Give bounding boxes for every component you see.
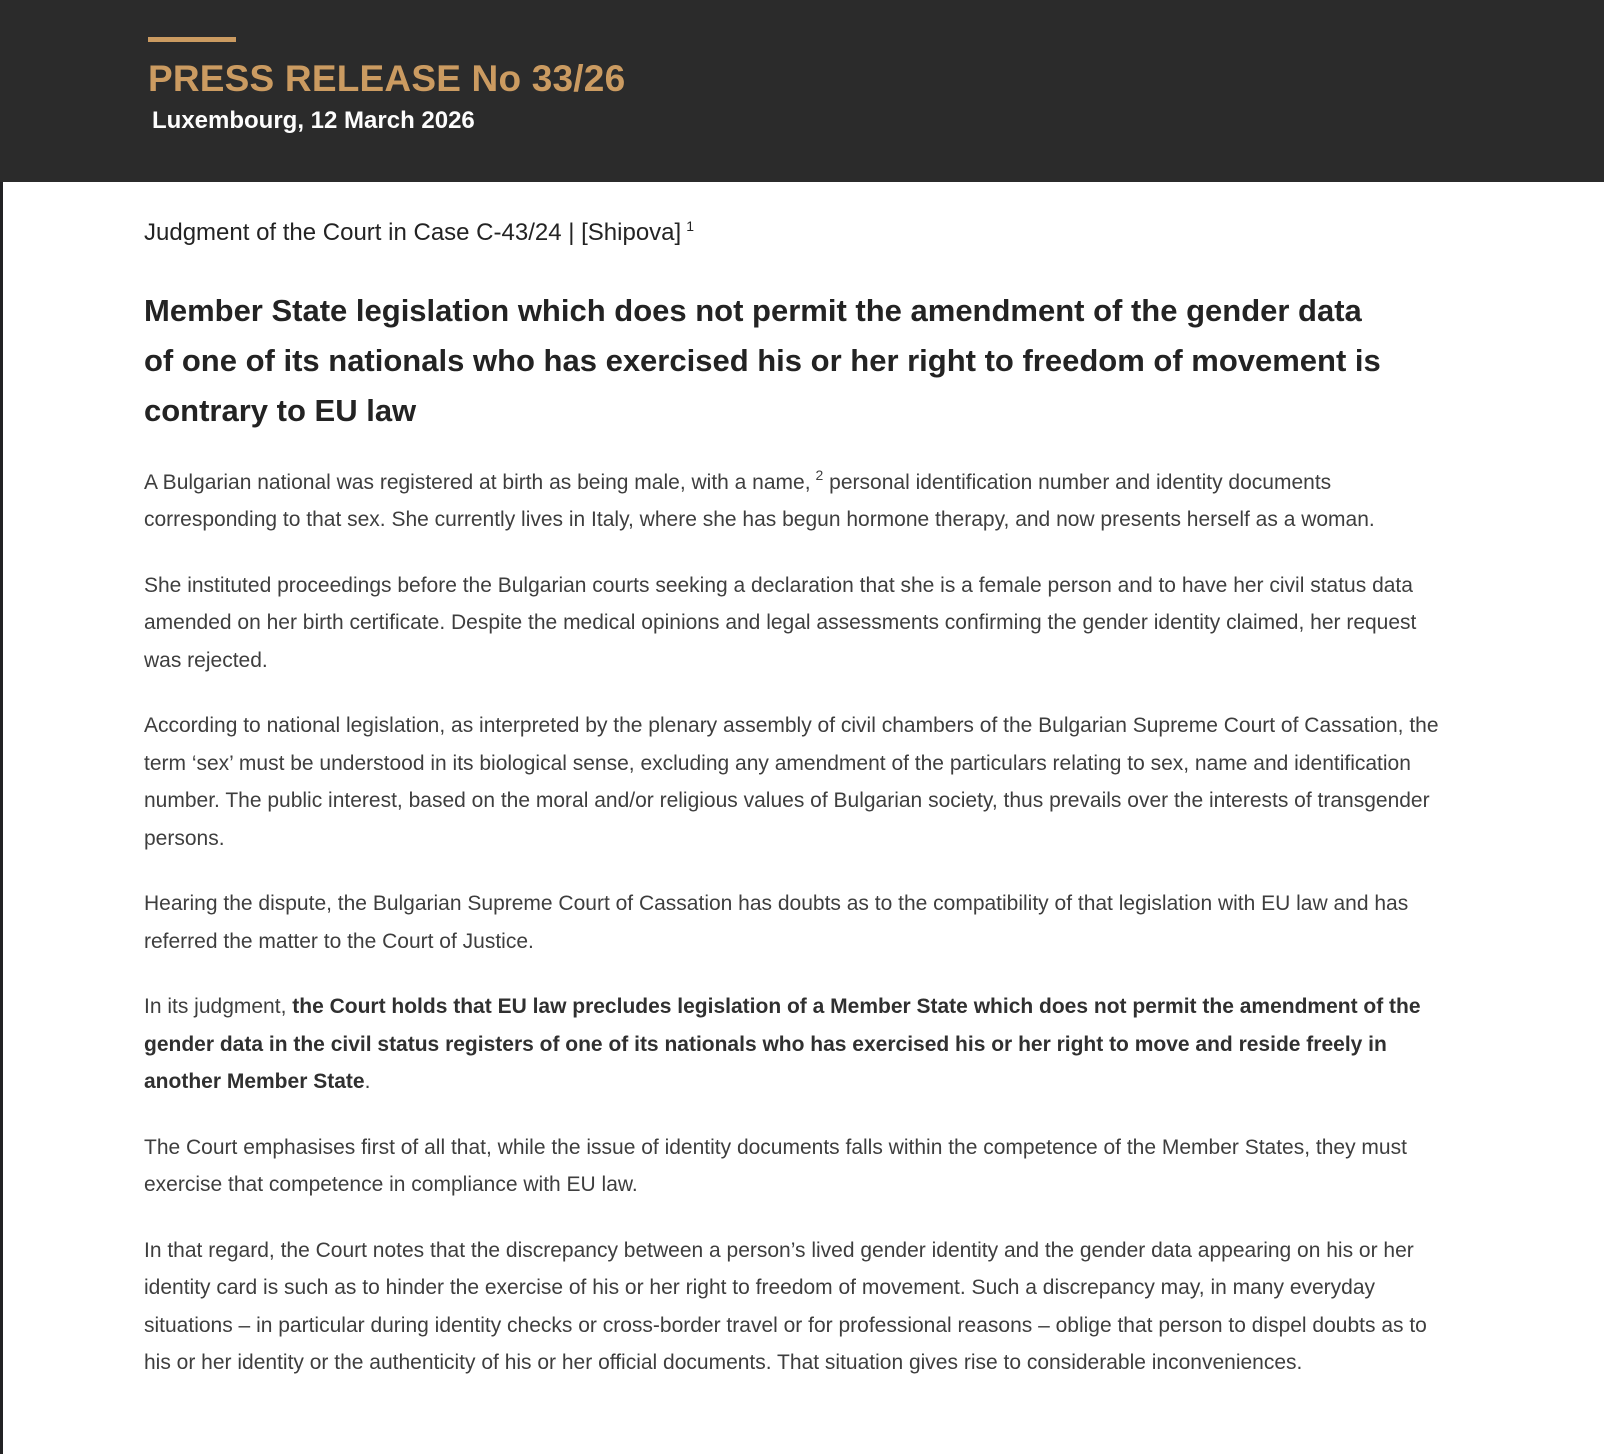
text-run: . [364, 1070, 371, 1094]
text-run: In its judgment, [144, 995, 293, 1019]
text-run: She instituted proceedings before the Bulgarian courts seeking a declaration that she is a female person and to have her civil status data amended on her birth certificate. Despite the medical opinions and legal assessments confirming the gender identity claimed, her request was rejected. [144, 573, 1417, 672]
document-body [3, 182, 1604, 1454]
press-release-dateline: Luxembourg, 12 March 2026 [152, 107, 475, 135]
paragraph [144, 567, 1448, 680]
paragraph [144, 885, 1448, 960]
text-run: Hearing the dispute, the Bulgarian Supreme Court of Cassation has doubts as to the compatibility of that legislation with EU law and has referred the matter to the Court of Justice. [144, 892, 1409, 953]
text-run: Judgment of the Court in Case C-43/24 | [Shipova] [144, 219, 682, 246]
paragraph [144, 1129, 1448, 1204]
text-run: The Court emphasises first of all that, while the issue of identity documents falls within the competence of the Member States, they must exercise that competence in compliance with EU law. [144, 1135, 1407, 1197]
press-release-header [0, 0, 1604, 182]
paragraph [144, 1232, 1448, 1382]
paragraph [144, 464, 1448, 539]
paragraph [144, 707, 1448, 857]
text-run: personal identification number and identity documents corresponding to that sex. She currently lives in Italy, where she has begun hormone therapy, and now presents herself as a woman. [144, 470, 1375, 532]
case-line [144, 216, 1454, 250]
press-release-title: PRESS RELEASE No 33/26 [148, 58, 626, 99]
text-run: A Bulgarian national was registered at birth as being male, with a name, [144, 470, 811, 494]
accent-line [148, 37, 236, 42]
paragraphs [144, 464, 1454, 1382]
paragraph [144, 988, 1448, 1101]
footnote-ref: 2 [815, 466, 824, 483]
text-run: In that regard, the Court notes that the discrepancy between a person’s lived gender identity and the gender data appearing on his or her identity card is such as to hinder the exercise of his or her right to freedom of movement. Such a discrepancy may, in many everyday situations – in particular during identity checks or cross-border travel or for professional reasons – oblige that person to dispel doubts as to his or her identity or the authenticity of his or her official documents. That situation gives rise to considerable inconveniences. [144, 1238, 1427, 1375]
bold-text: the Court holds that EU law precludes legislation of a Member State which does not permit the amendment of the gender data in the civil status registers of one of its nationals who has exercised his or her right to move and reside freely in another Member State [144, 995, 1421, 1094]
headline: Member State legislation which does not permit the amendment of the gender data of one of its nationals who has exercised his or her right to freedom of movement is contrary to EU law [144, 292, 1381, 428]
text-run: According to national legislation, as interpreted by the plenary assembly of civil chambers of the Bulgarian Supreme Court of Cassation, the term ‘sex’ must be understood in its biological sense, excluding any amendment of the particulars relating to sex, name and identification number. The public interest, based on the moral and/or religious values of Bulgarian society, thus prevails over the interests of transgender persons. [144, 714, 1439, 850]
footnote-ref: 1 [686, 218, 694, 234]
